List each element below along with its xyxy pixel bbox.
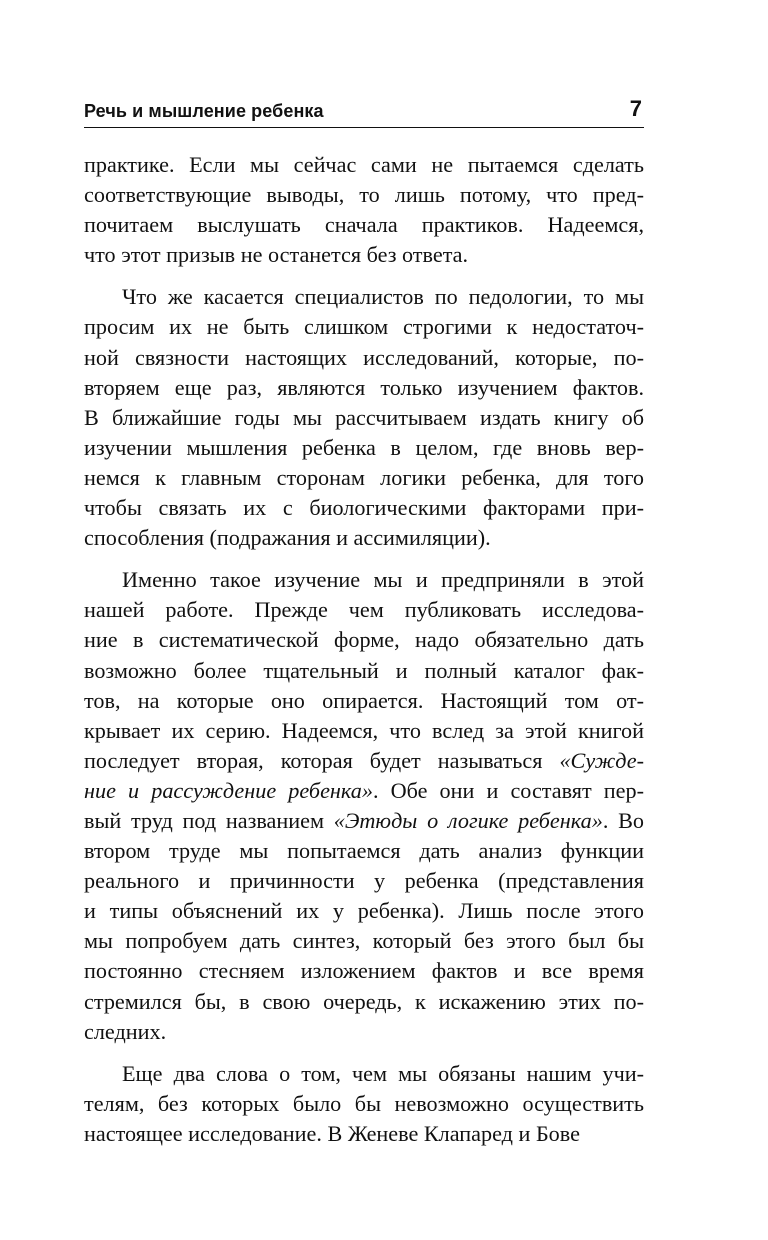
text-run: нашей работе. Прежде чем публиковать исследова- <box>84 597 644 623</box>
italic-title: «Этюды о логике ребенка» <box>333 807 603 833</box>
text-run: изучении мышления ребенка в целом, где вновь вер- <box>84 434 644 460</box>
text-run: ной связности настоящих исследований, которые, по- <box>84 344 644 370</box>
text-line <box>84 312 644 342</box>
text-run: соответствующие выводы, то лишь потому, что пред- <box>84 182 644 208</box>
text-run: Еще два слова о том, чем мы обязаны нашим учи- <box>122 1060 644 1086</box>
text-line <box>84 180 644 210</box>
text-line <box>84 373 644 403</box>
text-line <box>84 433 644 463</box>
paragraph <box>84 282 644 553</box>
text-run: . Во <box>602 807 645 833</box>
text-run: немся к главным сторонам логики ребенка, для того <box>84 464 644 490</box>
text-line <box>84 240 644 270</box>
text-line <box>84 1059 644 1089</box>
running-header <box>84 96 644 128</box>
paragraph <box>84 1059 644 1149</box>
text-line <box>84 523 644 553</box>
text-line <box>84 463 644 493</box>
text-run: . Обе они и составят пер- <box>372 777 644 803</box>
text-line <box>84 926 644 956</box>
text-line <box>84 656 644 686</box>
text-line <box>84 896 644 926</box>
text-line <box>84 866 644 896</box>
text-line <box>84 836 644 866</box>
text-run: что этот призыв не останется без ответа. <box>84 242 469 268</box>
text-run: вый труд под названием <box>84 807 334 833</box>
text-line <box>84 493 644 523</box>
text-run: настоящее исследование. В Женеве Клапаред и Бове <box>84 1120 580 1146</box>
text-line <box>84 956 644 986</box>
text-line <box>84 1089 644 1119</box>
text-run: стремился бы, в свою очередь, к искажению этих по- <box>84 988 644 1014</box>
text-run: просим их не быть слишком строгими к недостаточ- <box>84 314 644 340</box>
text-line <box>84 150 644 180</box>
text-run: реального и причинности у ребенка (представления <box>84 868 644 894</box>
text-line <box>84 595 644 625</box>
text-run: ние в систематической форме, надо обязательно дать <box>84 627 644 653</box>
text-line <box>84 716 644 746</box>
italic-title: ние и рассуждение ребенка» <box>84 777 373 803</box>
text-run: Что же касается специалистов по педологии, то мы <box>122 284 644 310</box>
text-run: почитаем выслушать сначала практиков. Надеемся, <box>84 212 644 238</box>
text-run: и типы объяснений их у ребенка). Лишь после этого <box>84 898 644 924</box>
paragraph <box>84 150 644 270</box>
text-run: способления (подражания и ассимиляции). <box>84 525 491 551</box>
text-line <box>84 1119 644 1149</box>
text-run: Именно такое изучение мы и предприняли в этой <box>122 567 644 593</box>
text-line <box>84 806 644 836</box>
text-run: практике. Если мы сейчас сами не пытаемся сделать <box>84 152 644 177</box>
text-line <box>84 343 644 373</box>
text-line <box>84 403 644 433</box>
text-line <box>84 686 644 716</box>
text-line <box>84 210 644 240</box>
text-line <box>84 625 644 655</box>
text-run: втором труде мы попытаемся дать анализ функции <box>84 838 644 864</box>
text-run: крывает их серию. Надеемся, что вслед за этой книгой <box>84 717 644 743</box>
text-line <box>84 746 644 776</box>
paragraph <box>84 565 644 1047</box>
text-run: телям, без которых было бы невозможно осуществить <box>84 1090 644 1116</box>
text-run: последует вторая, которая будет называться <box>84 747 560 773</box>
italic-title: «Сужде- <box>559 747 644 773</box>
text-line <box>84 1017 644 1047</box>
text-line <box>84 565 644 595</box>
text-run: мы попробуем дать синтез, который без этого был бы <box>84 928 644 954</box>
text-run: постоянно стесняем изложением фактов и все время <box>84 958 644 984</box>
book-page <box>84 96 644 1149</box>
text-line <box>84 776 644 806</box>
text-line <box>84 987 644 1017</box>
page-number: 7 <box>629 96 642 121</box>
body-text <box>84 150 644 1149</box>
text-run: чтобы связать их с биологическими факторами при- <box>84 495 644 521</box>
text-run: вторяем еще раз, являются только изучением фактов. <box>84 374 644 400</box>
text-run: В ближайшие годы мы рассчитываем издать книгу об <box>84 404 644 430</box>
running-title: Речь и мышление ребенка <box>84 101 324 121</box>
text-run: возможно более тщательный и полный каталог фак- <box>84 657 644 683</box>
text-run: следних. <box>84 1018 167 1044</box>
text-line <box>84 282 644 312</box>
text-run: тов, на которые оно опирается. Настоящий том от- <box>84 687 644 713</box>
